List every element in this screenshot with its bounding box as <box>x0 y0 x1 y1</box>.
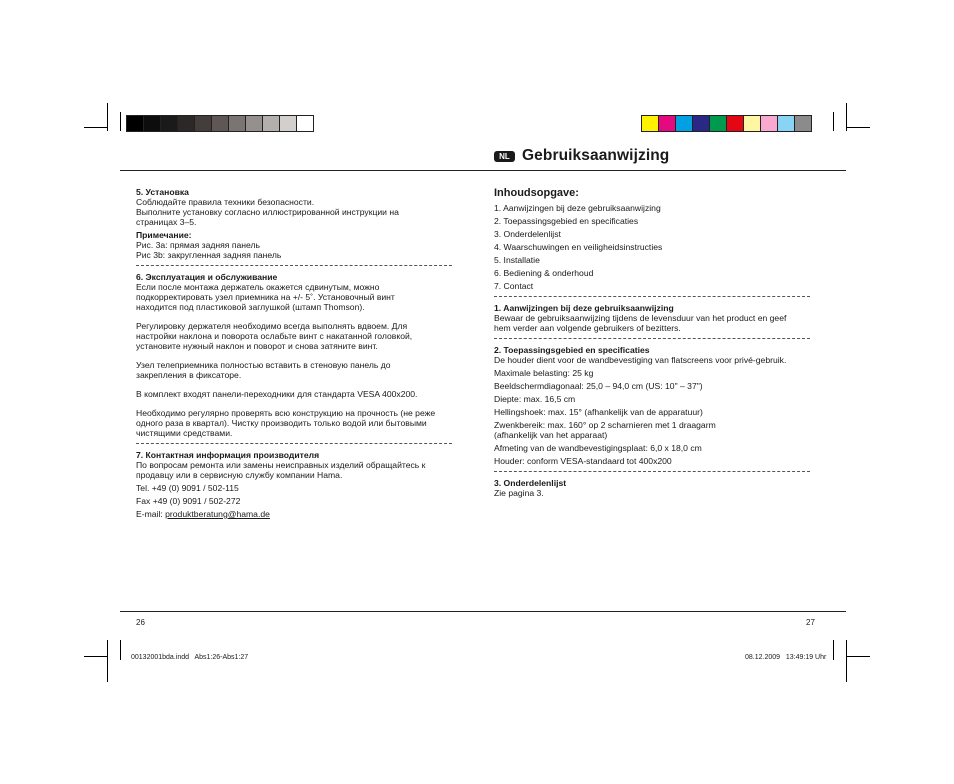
text-line: По вопросам ремонта или замены неисправных изделий обращайтесь к <box>136 460 426 470</box>
color-swatch <box>126 115 144 132</box>
dashed-divider <box>136 443 452 444</box>
crop-mark <box>846 127 870 128</box>
phone-number: Tel. +49 (0) 9091 / 502-115 <box>136 483 239 493</box>
section-heading: 3. Onderdelenlijst <box>494 478 567 488</box>
footer-rule <box>120 611 846 612</box>
crop-mark <box>846 640 847 682</box>
section-heading: 2. Toepassingsgebied en specificaties <box>494 345 650 355</box>
text-line: De houder dient voor de wandbevestiging van flatscreens voor privé-gebruik. <box>494 355 787 365</box>
text-line: Выполните установку согласно иллюстрированной инструкции на <box>136 207 399 217</box>
text-line: Zie pagina 3. <box>494 488 544 498</box>
text-line: страницах 3–5. <box>136 217 197 227</box>
text-line: Соблюдайте правила техники безопасности. <box>136 197 315 207</box>
spec-line: Houder: conform VESA-standaard tot 400x200 <box>494 456 672 466</box>
color-swatch <box>262 115 280 132</box>
section-heading: 7. Контактная информация производителя <box>136 450 320 460</box>
text-line: Bewaar de gebruiksaanwijzing tijdens de levensduur van het product en geef <box>494 313 787 323</box>
section-heading: 5. Установка <box>136 187 189 197</box>
text-line: Регулировку держателя необходимо всегда выполнять вдвоем. Для <box>136 321 408 331</box>
text-line: В комплект входят панели-переходники для стандарта VESA 400x200. <box>136 389 418 399</box>
toc-item: 7. Contact <box>494 281 534 291</box>
page-title: Gebruiksaanwijzing <box>522 147 670 164</box>
crop-mark <box>107 640 108 682</box>
text-line: Если после монтажа держатель окажется сдвинутым, можно <box>136 282 380 292</box>
text-line: одного раза в квартал). Чистку производить только водой или бытовыми <box>136 418 427 428</box>
table-of-contents <box>494 203 814 291</box>
slug-file-info: 00132001bda.indd Abs1:26-Abs1:27 <box>131 654 249 661</box>
text-line: Узел телеприемника полностью вставить в стеновую панель до <box>136 360 391 370</box>
text-line: hem verder aan volgende gebruikers of bezitters. <box>494 323 681 333</box>
text-line: подкорректировать узел приемника на +/- 5˚. Установочный винт <box>136 292 395 302</box>
color-swatch <box>641 115 659 132</box>
crop-mark <box>833 112 834 131</box>
left-column <box>136 187 466 519</box>
note-heading: Примечание: <box>136 230 192 240</box>
color-swatch <box>692 115 710 132</box>
email-line <box>136 509 466 519</box>
text-line: находится под пластиковой заглушкой (штамп Thomson). <box>136 302 365 312</box>
color-swatch <box>279 115 297 132</box>
toc-item: 3. Onderdelenlijst <box>494 229 561 239</box>
toc-item: 1. Aanwijzingen bij deze gebruiksaanwijzing <box>494 203 661 213</box>
crop-mark <box>833 640 834 660</box>
right-column <box>494 187 814 498</box>
page-number-right: 27 <box>806 618 815 627</box>
section-heading: 6. Эксплуатация и обслуживание <box>136 272 278 282</box>
text-line: продавцу или в сервисную службу компании Hama. <box>136 470 343 480</box>
color-swatch <box>760 115 778 132</box>
toc-item: 2. Toepassingsgebied en specificaties <box>494 216 639 226</box>
language-badge: NL <box>494 151 515 162</box>
spec-line: Zwenkbereik: max. 160° op 2 scharnieren met 1 draagarm <box>494 420 716 430</box>
email-link[interactable]: produktberatung@hama.de <box>165 509 270 519</box>
toc-item: 6. Bediening & onderhoud <box>494 268 594 278</box>
crop-mark <box>120 112 121 131</box>
text-line: установите нужный наклон и поворот и снова затяните винт. <box>136 341 378 351</box>
color-swatch <box>777 115 795 132</box>
text-line: настройки наклона и поворота ослабьте винт с накатанной головкой, <box>136 331 413 341</box>
crop-mark <box>846 656 870 657</box>
slug-date-info: 08.12.2009 13:49:19 Uhr <box>745 654 827 661</box>
color-swatch <box>726 115 744 132</box>
color-swatch <box>228 115 246 132</box>
crop-mark <box>84 656 108 657</box>
toc-item: 5. Installatie <box>494 255 540 265</box>
spec-line: Beeldschermdiagonaal: 25,0 – 94,0 cm (US: 10" – 37") <box>494 381 703 391</box>
spec-line: Maximale belasting: 25 kg <box>494 368 594 378</box>
dashed-divider <box>494 338 810 339</box>
color-swatch <box>794 115 812 132</box>
color-swatch <box>194 115 212 132</box>
text-line: закрепления в фиксаторе. <box>136 370 242 380</box>
fax-number: Fax +49 (0) 9091 / 502-272 <box>136 496 241 506</box>
toc-heading: Inhoudsopgave: <box>494 187 579 199</box>
color-swatch <box>743 115 761 132</box>
dashed-divider <box>136 265 452 266</box>
dashed-divider <box>494 471 810 472</box>
toc-item: 4. Waarschuwingen en veiligheidsinstructies <box>494 242 663 252</box>
text-line: Рис. 3a: прямая задняя панель <box>136 240 260 250</box>
spec-line: Diepte: max. 16,5 cm <box>494 394 576 404</box>
color-swatch <box>296 115 314 132</box>
color-swatch <box>177 115 195 132</box>
spec-line: (afhankelijk van het apparaat) <box>494 430 608 440</box>
header-rule <box>120 170 846 171</box>
color-swatch <box>245 115 263 132</box>
color-swatch <box>211 115 229 132</box>
crop-mark <box>120 640 121 660</box>
text-line: чистящими средствами. <box>136 428 233 438</box>
crop-mark <box>84 127 108 128</box>
spec-line: Afmeting van de wandbevestigingsplaat: 6,0 x 18,0 cm <box>494 443 702 453</box>
text-line: Необходимо регулярно проверять всю конструкцию на прочность (не реже <box>136 408 436 418</box>
color-swatch <box>658 115 676 132</box>
color-swatch <box>675 115 693 132</box>
color-swatch <box>143 115 161 132</box>
page-number-left: 26 <box>136 618 145 627</box>
email-label: E-mail: <box>136 509 166 519</box>
text-line: Рис 3b: закругленная задняя панель <box>136 250 282 260</box>
section-heading: 1. Aanwijzingen bij deze gebruiksaanwijzing <box>494 303 674 313</box>
color-swatch <box>160 115 178 132</box>
color-swatch <box>709 115 727 132</box>
dashed-divider <box>494 296 810 297</box>
spec-line: Hellingshoek: max. 15° (afhankelijk van de apparatuur) <box>494 407 703 417</box>
